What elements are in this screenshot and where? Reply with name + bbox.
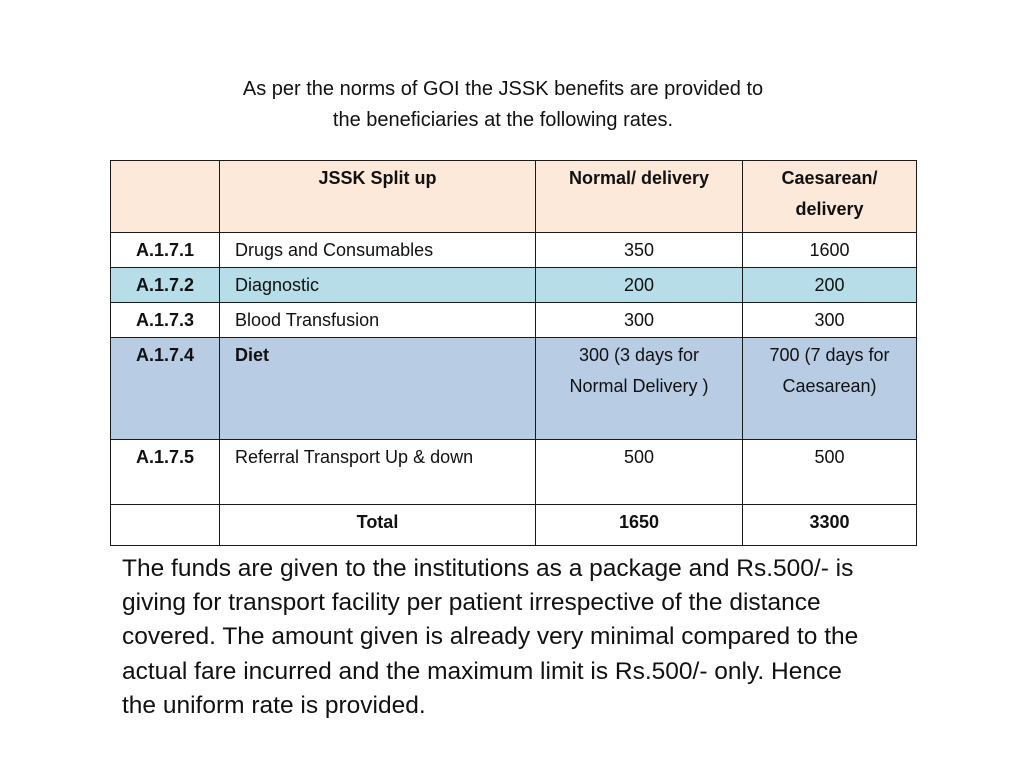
row-normal: 500: [536, 440, 743, 505]
row-code: A.1.7.2: [111, 268, 220, 303]
row-caesarean: 500: [743, 440, 917, 505]
header-code-cell: [111, 161, 220, 233]
header-caesarean-line-2: delivery: [795, 199, 864, 219]
row-caesarean-line-1: 700 (7 days for: [769, 345, 890, 365]
header-split-cell: JSSK Split up: [220, 161, 536, 233]
total-row: [111, 505, 917, 546]
row-normal: 300: [536, 303, 743, 338]
row-code: A.1.7.3: [111, 303, 220, 338]
total-label: Total: [220, 505, 536, 546]
paragraph-line-5: the uniform rate is provided.: [122, 691, 426, 719]
total-normal: 1650: [536, 505, 743, 546]
table-row: [111, 268, 917, 303]
total-caesarean: 3300: [743, 505, 917, 546]
intro-line-2: the beneficiaries at the following rates.: [332, 109, 674, 131]
row-caesarean: [743, 338, 917, 440]
row-caesarean: 200: [743, 268, 917, 303]
row-code: A.1.7.1: [111, 233, 220, 268]
table-header-row: [111, 161, 917, 233]
table-row: [111, 440, 917, 505]
header-caesarean-cell: [743, 161, 917, 233]
row-item: Referral Transport Up & down: [220, 440, 536, 505]
row-caesarean: 1600: [743, 233, 917, 268]
row-item: Diet: [220, 338, 536, 440]
row-normal: [536, 338, 743, 440]
paragraph-line-3: covered. The amount given is already very minimal compared to the: [122, 623, 859, 651]
header-normal-cell: Normal/ delivery: [536, 161, 743, 233]
row-item: Blood Transfusion: [220, 303, 536, 338]
row-caesarean-line-2: Caesarean): [782, 376, 877, 396]
row-item: Diagnostic: [220, 268, 536, 303]
paragraph-line-1: The funds are given to the institutions as a package and Rs.500/- is: [122, 555, 854, 582]
row-normal-line-2: Normal Delivery ): [569, 376, 709, 396]
paragraph-line-4: actual fare incurred and the maximum limit is Rs.500/- only. Hence: [122, 657, 842, 685]
paragraph-line-2: giving for transport facility per patient irrespective of the distance: [122, 589, 821, 617]
table-row: [111, 338, 917, 440]
table-row: [111, 233, 917, 268]
row-code: A.1.7.5: [111, 440, 220, 505]
row-normal: 200: [536, 268, 743, 303]
jssk-rates-table: [110, 160, 917, 546]
total-code-cell: [111, 505, 220, 546]
intro-heading: [0, 74, 1006, 136]
intro-line-1: As per the norms of GOI the JSSK benefits are provided to: [242, 78, 764, 100]
row-normal: 350: [536, 233, 743, 268]
header-caesarean-line-1: Caesarean/: [781, 168, 878, 188]
row-caesarean: 300: [743, 303, 917, 338]
table-row: [111, 303, 917, 338]
row-normal-line-1: 300 (3 days for: [578, 345, 700, 365]
row-code: A.1.7.4: [111, 338, 220, 440]
explanation-paragraph: [122, 552, 922, 723]
row-item: Drugs and Consumables: [220, 233, 536, 268]
